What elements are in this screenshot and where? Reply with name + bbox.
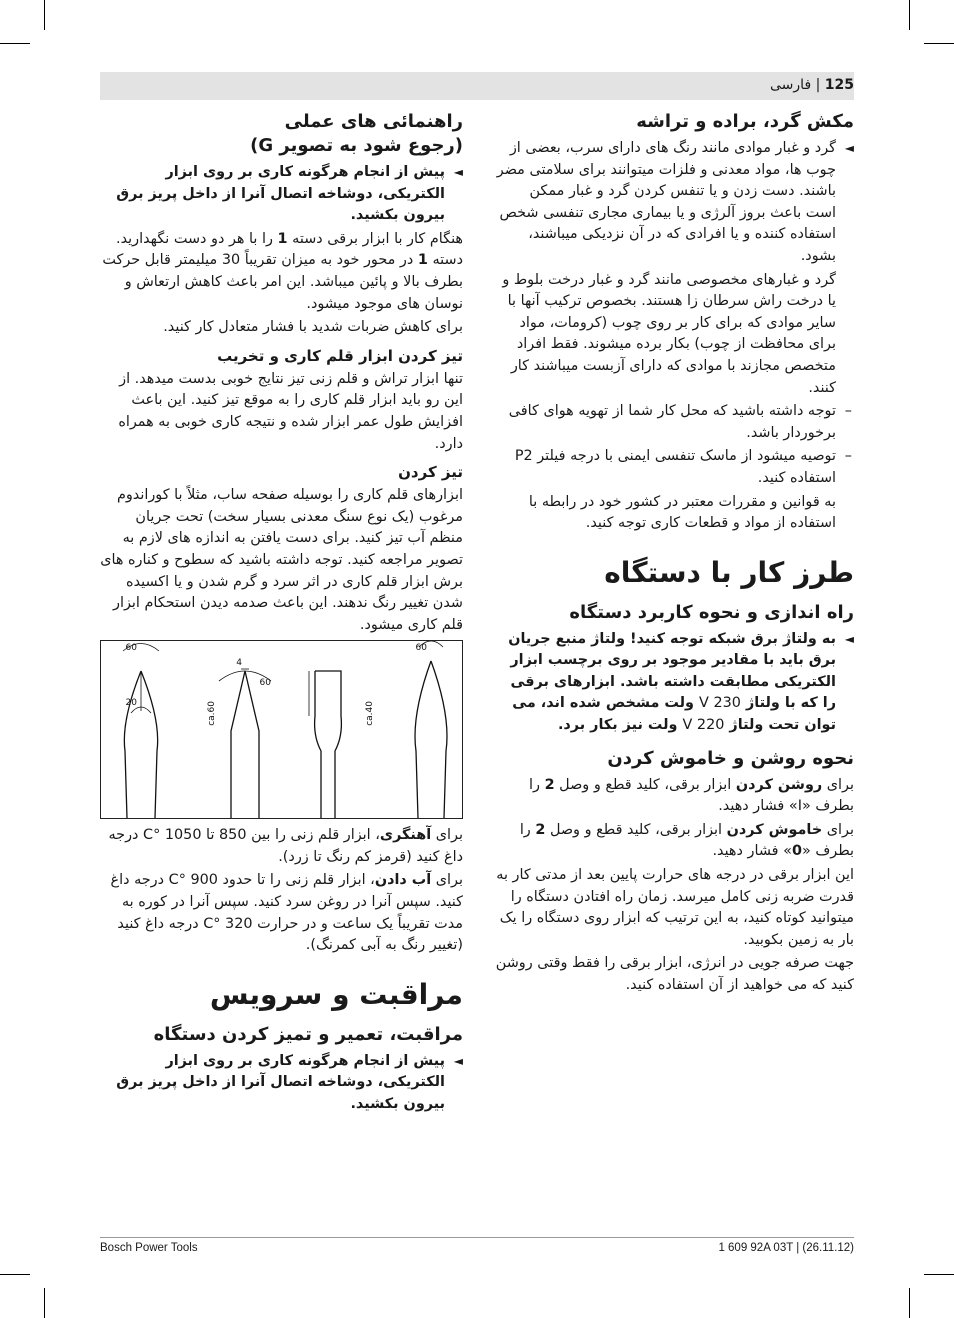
header-bar — [100, 72, 854, 100]
warning-unplug: ◄ پیش از انجام هرگونه کاری بر روی ابزار الکتریکی، دوشاخه اتصال آنرا از داخل پریز برق بیرون بکشید. — [116, 164, 463, 224]
crop-mark — [44, 1288, 45, 1318]
footer-doc-number: 1 609 92A 03T | (26.11.12) — [718, 1242, 854, 1254]
paragraph-dust-carcinogen: گرد و غبارهای مخصوصی مانند گرد و غبار درخت بلوط و یا درخت راش سرطان زا هستند. بخصوص ترکیب آنها با سایر موادی که برای کار بر روی چوب (کرومات، مواد برای محافظت از چوب) بکار برده میشوند. فقط افراد متخصص مجازند با موادی که دارای آزبست میباشند کار کنند. — [502, 271, 836, 396]
left-column — [100, 108, 463, 1118]
warning-unplug-maintenance: ◄ پیش از انجام هرگونه کاری بر روی ابزار الکتریکی، دوشاخه اتصال آنرا از داخل پریز برق بیرون بکشید. — [116, 1052, 463, 1113]
length-label: ca.60 — [207, 701, 217, 727]
paragraph-switch-on: برای روشن کردن ابزار برقی، کلید قطع و وصل 2 را بطرف «I» فشار دهید. — [529, 776, 854, 815]
angle-label: 60 — [415, 643, 427, 654]
page-number: 125 — [824, 77, 854, 93]
warning-arrow-icon: ◄ — [844, 631, 854, 646]
paragraph-energy: جهت صرفه جویی در انرژی، ابزار برقی را فقط وقتی روشن کنید که می خواهید از آن استفاده کنید. — [495, 955, 854, 993]
section-title-cleaning: مراقبت، تعمیر و تمیز کردن دستگاه — [153, 1023, 463, 1045]
crop-mark — [924, 1274, 954, 1275]
crop-mark — [44, 0, 45, 30]
paragraph-sharpen-tools: تنها ابزار تراش و قلم زنی تیز نتایج خوبی بدست میدهد. از این رو باید ابزار قلم کاری را به موقع تیز کنید. این باعث افزایش طول عمر ابزار شده و نتیجه کاری خوبی به همراه دارد. — [118, 370, 463, 452]
subheading-sharpen-tools: تیز کردن ابزار قلم کاری و تخریب — [217, 346, 463, 365]
chisel-diagram — [101, 641, 462, 818]
warning-voltage: ◄ به ولتاژ برق شبکه توجه کنید! ولتاژ منبع جریان برق باید با مقادیر موجود بر روی برچسب ابزار الکتریکی مطابقت داشته باشد. ابزارهای برقی را که با ولتاژ 230 V ولت مشخص شده اند، می توان تحت ولتاژ 220 V ولت نیز بکار برد. — [508, 630, 854, 734]
paragraph-regulations: به قوانین و مقررات معتبر در کشور خود در رابطه با استفاده از مواد و قطعات کاری توجه کنید. — [528, 493, 836, 532]
paragraph-handle: هنگام کار با ابزار برقی دسته 1 را با هر دو دست نگهدارید. دسته 1 در محور خود به میزان تقریباً 30 میلیمتر قابل حرکت بطرف بالا و پائین میباشد. این امر باعث کاهش ارتعاش و نوسان های موجود میشود. — [102, 230, 463, 312]
list-item: – توجه داشته باشید که محل کار شما از تهویه هوای کافی برخوردار باشد. — [508, 403, 852, 441]
paragraph-hardening: برای آب دادن، ابزار قلم زنی را تا حدود 900 °C درجه داغ کنید. سپس آنرا در روغن سرد کنید. سپس آنرا در کوره به مدت تقریباً یک ساعت و در حرارت 320 °C درجه داغ کنید (تغییر رنگ به آبی کمرنگ). — [110, 872, 463, 954]
subheading-sharpening: تیز کردن — [398, 463, 463, 482]
paragraph-pressure: برای کاهش ضربات شدید با فشار متعادل کار کنید. — [163, 319, 463, 336]
right-column — [495, 108, 854, 999]
angle-label: 20 — [125, 698, 137, 709]
angle-label: 60 — [259, 678, 271, 689]
paragraph-cold-start: این ابزار برقی در درجه های حرارت پایین بعد از مدتی کار به قدرت ضربه زنی کامل میرسد. زمان راه افتادن دستگاه را میتوانید کوتاه کنید، به این ترتیب که ابزار روی دستگاه را یک بار به زمین بکوبید. — [496, 867, 854, 948]
crop-mark — [0, 1274, 30, 1275]
paragraph-sharpening: ابزارهای قلم کاری را بوسیله صفحه ساب، مثلاً با کوراندوم مرغوب (یک نوع سنگ معدنی بسیار سخت) تحت جریان منظم آب تیز کنید. برای دست یافتن به اندازه های لازم به تصویر مراجعه کنید. توجه داشته باشید که سطوح و کناره های برش ابزار قلم کاری در اثر سرد و گرم شدن و یا اکسیده شدن تغییر رنگ ندهند. این باعث صدمه دیدن استحکام ابزار قلم کاری میشود. — [100, 487, 463, 633]
warning-arrow-icon: ◄ — [453, 165, 463, 179]
list-item: – توصیه میشود از ماسک تنفسی ایمنی با درجه فیلتر P2 استفاده کنید. — [514, 448, 852, 486]
length-label: ca.40 — [365, 701, 375, 727]
paragraph-forging: برای آهنگری، ابزار قلم زنی را بین 850 تا 1050 °C درجه داغ کنید (قرمز کم رنگ تا زرد). — [108, 827, 463, 865]
header-language: فارسی — [770, 77, 812, 93]
section-subtitle-figure-ref: (رجوع شود به تصویر G) — [250, 135, 463, 156]
chisel-sharpening-figure — [100, 640, 463, 819]
paragraph-switch-off: برای خاموش کردن ابزار برقی، کلید قطع و وصل 2 را بطرف «0» فشار دهید. — [519, 821, 854, 860]
section-title-switching: نحوه روشن و خاموش کردن — [607, 747, 854, 769]
crop-mark — [924, 43, 954, 44]
footer-divider — [100, 1237, 854, 1238]
header-separator: | — [815, 77, 821, 93]
section-title-tips: راهنمائی های عملی — [284, 111, 463, 132]
page-header — [770, 77, 854, 93]
warning-arrow-icon: ◄ — [844, 141, 854, 155]
warning-dust: ◄ گرد و غبار موادی مانند رنگ های دارای سرب، بعضی از چوب ها، مواد معدنی و فلزات میتوانند برای سلامتی مضر باشند. دست زدن و یا تنفس کردن گرد و غبار ممکن است باعث بروز آلرژی و یا بیماری مجاری تنفسی شخص استفاده کننده و یا افرادی که در آن نزدیکی میباشند، بشود. — [496, 140, 854, 264]
chapter-title-maintenance: مراقبت و سرویس — [209, 977, 463, 1011]
warning-arrow-icon: ◄ — [453, 1053, 463, 1068]
crop-mark — [0, 43, 30, 44]
footer-brand: Bosch Power Tools — [100, 1242, 198, 1254]
section-title-startup: راه اندازی و نحوه کاربرد دستگاه — [569, 601, 854, 623]
section-title-dust: مکش گرد، براده و تراشه — [636, 111, 854, 132]
crop-mark — [909, 0, 910, 30]
angle-label: 60 — [125, 643, 137, 654]
chapter-title-operation: طرز کار با دستگاه — [604, 555, 854, 589]
width-label: 4 — [236, 658, 242, 669]
crop-mark — [909, 1288, 910, 1318]
